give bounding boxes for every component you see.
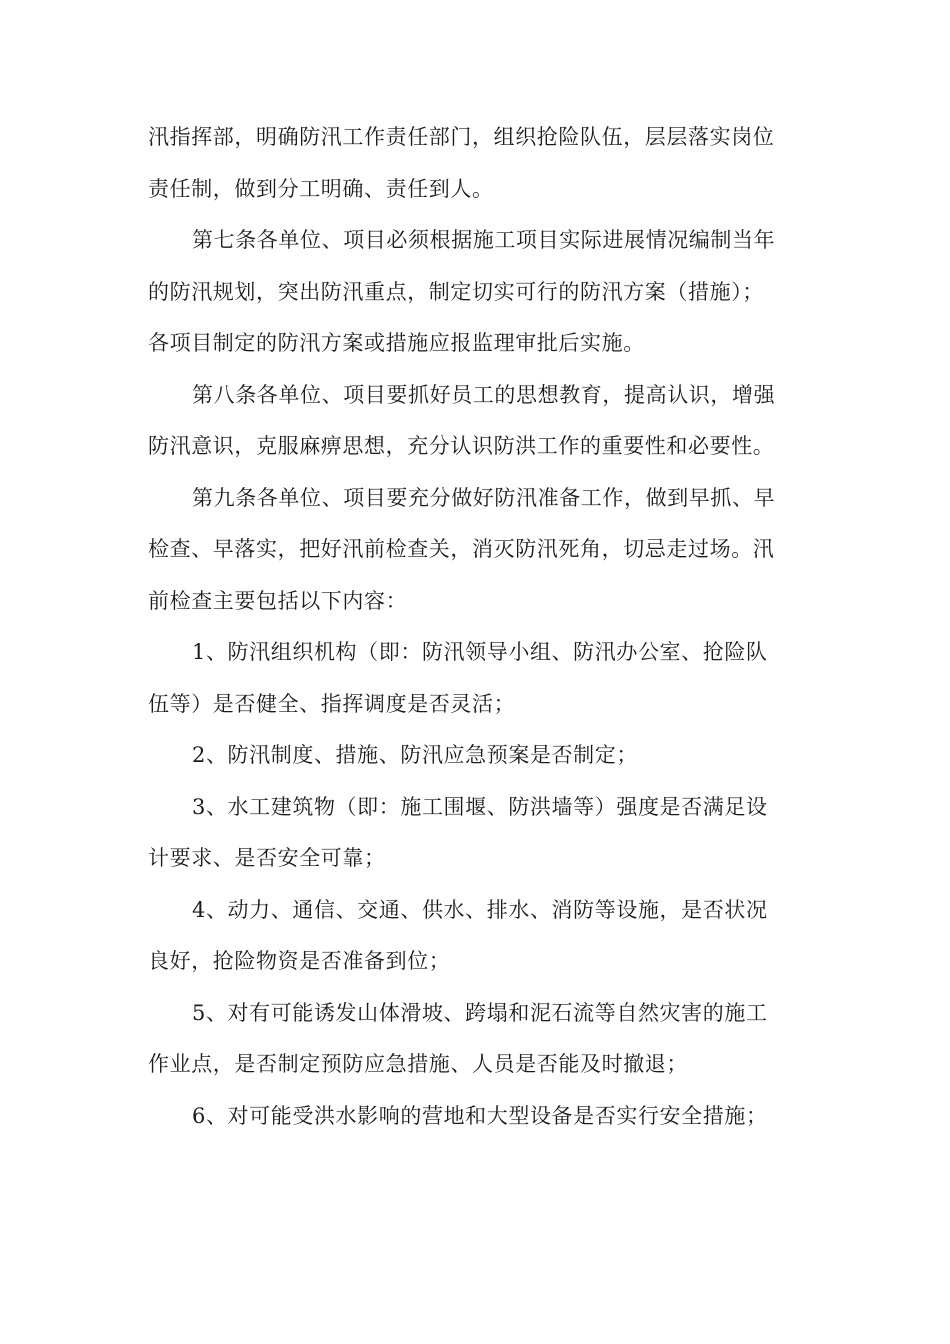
list-item-line: 4、动力、通信、交通、供水、排水、消防等设施，是否状况 <box>192 897 768 922</box>
list-item-line: 伍等）是否健全、指挥调度是否灵活； <box>148 691 516 716</box>
text-line: 责任制，做到分工明确、责任到人。 <box>148 176 494 201</box>
list-item-line: 6、对可能受洪水影响的营地和大型设备是否实行安全措施； <box>192 1103 768 1128</box>
list-item-line: 2、防汛制度、措施、防汛应急预案是否制定； <box>192 743 638 767</box>
text-line: 防汛意识，克服麻痹思想，充分认识防洪工作的重要性和必要性。 <box>148 434 775 458</box>
list-item-line: 作业点，是否制定预防应急措施、人员是否能及时撤退； <box>148 1052 688 1076</box>
list-item-line: 良好，抢险物资是否准备到位； <box>148 949 451 973</box>
text-line: 检查、早落实，把好汛前检查关，消灭防汛死角，切忌走过场。汛 <box>148 537 775 561</box>
text-line: 汛指挥部，明确防汛工作责任部门，组织抢险队伍，层层落实岗位 <box>148 125 775 149</box>
text-line: 第七条各单位、项目必须根据施工项目实际进展情况编制当年 <box>192 228 776 252</box>
text-line: 各项目制定的防汛方案或措施应报监理审批后实施。 <box>148 331 645 355</box>
text-line: 第九条各单位、项目要充分做好防汛准备工作，做到早抓、早 <box>192 485 776 510</box>
list-item-line: 5、对有可能诱发山体滑坡、跨塌和泥石流等自然灾害的施工 <box>192 1000 768 1025</box>
list-item-line: 计要求、是否安全可靠； <box>148 846 386 870</box>
text-line: 的防汛规划，突出防汛重点，制定切实可行的防汛方案（措施）； <box>148 279 764 304</box>
list-item-line: 3、水工建筑物（即：施工围堰、防洪墙等）强度是否满足设 <box>192 794 768 819</box>
text-line: 前检查主要包括以下内容： <box>148 588 408 613</box>
list-item-line: 1、防汛组织机构（即：防汛领导小组、防汛办公室、抢险队 <box>192 640 768 664</box>
document-body <box>148 112 804 1142</box>
text-line: 第八条各单位、项目要抓好员工的思想教育，提高认识，增强 <box>192 382 776 407</box>
